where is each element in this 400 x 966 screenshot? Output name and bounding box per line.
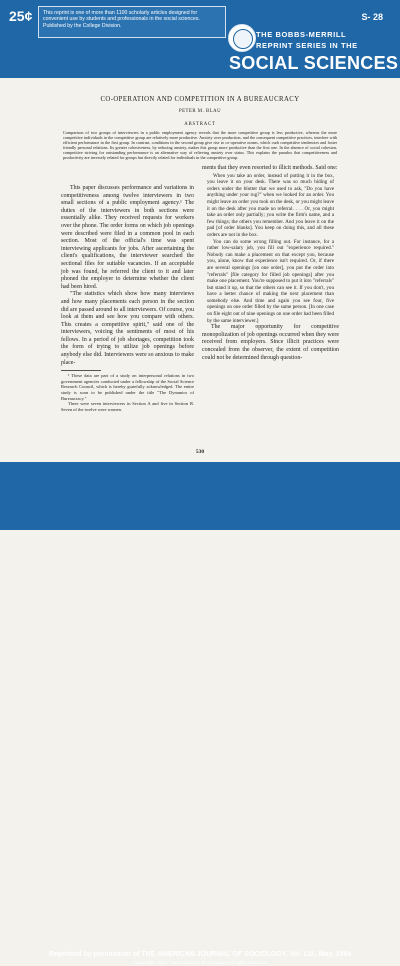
series-number: S- 28: [361, 12, 383, 22]
header-band: [0, 0, 400, 78]
copyright-line: Copyright, 1954, The University of Chicago • All rights reserved: [133, 961, 267, 966]
footnote-divider: [61, 370, 101, 371]
right-column: [202, 165, 339, 362]
body-paragraph: This paper discusses performance and variations in competitiveness among twelve interviewers in two small sections of a public employment agency.¹ The duties of the interviewers in both sections were essentially alike. They received requests for workers over the phone. The order forms on which job openings were described were filed in a common pool in each section. Most of the official's time was spent interviewing applicants for jobs. After ascertaining the client's qualifications, the interviewer searched the sectional files for suitable vacancies. If an acceptable job was found, he referred the client to it and later phoned the employer to determine whether the client had been hired.: [61, 185, 194, 290]
seal-emblem-icon: [233, 29, 253, 49]
price-label: 25¢: [9, 8, 33, 24]
reprint-permission-note: Reprinted by permission of THE AMERICAN JOURNAL OF SOCIOLOGY, Vol. LIX, May, 1954: [48, 951, 352, 958]
block-quote: When you take an order, instead of putting it in the box, you leave it on your desk. There was so much hiding of orders under the blotter that we used to ask, "Do you have anything under your rug?" when we looked for an order. You might leave an order you took on the desk, or you might leave it on the desk after you made no referral. . . . Or, you might take an order only partially; you write the firm's name, and a few things; the others you remember. And you leave it on the pad [of order blanks]. You keep on doing this, and all these orders are not in the box.: [207, 172, 334, 238]
block-quote: You can do some wrong filling out. For instance, for a rather low-salary job, you fill out "experience required." Nobody can make a placement on that except you, because you, alone, know that experience isn't required. Or, if there are several openings [on one order], you put the order into "referrals" [file category for filled job openings] after you make one placement. You're supposed to put it into "referrals" but stand it up, so that the others can see it. If you don't, you have a better chance of making the next placement than somebody else. And time and again you see four, five openings on one order filled by the same person. [In one case on file eight out of nine openings on one order had been filled by the same interviewer.]: [207, 238, 334, 324]
series-title-line1: THE BOBBS-MERRILL: [256, 30, 347, 39]
article-author: PETER M. BLAU: [178, 109, 222, 114]
series-title-line2: REPRINT SERIES IN THE: [256, 41, 358, 50]
reprint-notice-text: This reprint is one of more than 1100 scholarly articles designed for convenient use by students and professionals in the social sciences. Published by the College Division.: [43, 10, 200, 29]
abstract-heading: ABSTRACT: [184, 122, 216, 127]
footnote: There were seven interviewers in Section A and five in Section B. Seven of the twelve were women.: [61, 401, 194, 412]
left-column: [61, 185, 194, 412]
body-paragraph: ments that they even resorted to illicit methods. Said one:: [202, 165, 338, 171]
abstract-text: Comparison of two groups of interviewers in a public employment agency reveals that the more competitive group is less productive, whereas the more competitive individuals in the competitive group are relatively more productive. Anxiety over production, and the consequent competitive practices, interfere with efficient performance in the first group. In contrast, conditions in the second group give rise to co-operative norms, which curb competitive tendencies and foster friendly personal relations. Its greater cohesiveness, by reducing anxiety, makes this group more productive than the first one. In the absence of social cohesion, competitive striving for outstanding performance is an alternative way of relieving anxiety over status. This explains the paradox that competitiveness and productivity are inversely related for groups but directly related for individuals in the competitive group.: [63, 130, 337, 161]
page-number: 530: [195, 449, 205, 455]
footnote: ¹ These data are part of a study on interpersonal relations in two government agencies conducted under a fellowship of the Social Science Research Council, which is hereby gratefully acknowledged. The entire study is soon to be published under the title "The Dynamics of Bureaucracy.": [61, 373, 194, 401]
article-title: CO-OPERATION AND COMPETITION IN A BUREAUCRACY: [100, 96, 300, 103]
reprint-notice-box: [38, 6, 226, 38]
body-paragraph: "The statistics which show how many interviews and how many placements each person in the section did are passed around to all interviewers. Of course, you look at them and see how you compare with others. This creates a competitive spirit," said one of the interviewers, voicing the sentiments of most of his fellows. In a period of job shortages, competition took the form of trying to utilize job openings before anybody else did. Interviewers were so anxious to make place-: [61, 291, 194, 366]
series-title-line3: SOCIAL SCIENCES: [229, 53, 399, 73]
footer-band: [0, 462, 400, 966]
publisher-seal-icon: [228, 24, 256, 52]
body-paragraph: The major opportunity for competitive monopolization of job openings occurred when they were received from employers. Since illicit practices were concealed from the observer, the extent of competition could not be determined through question-: [202, 324, 339, 361]
